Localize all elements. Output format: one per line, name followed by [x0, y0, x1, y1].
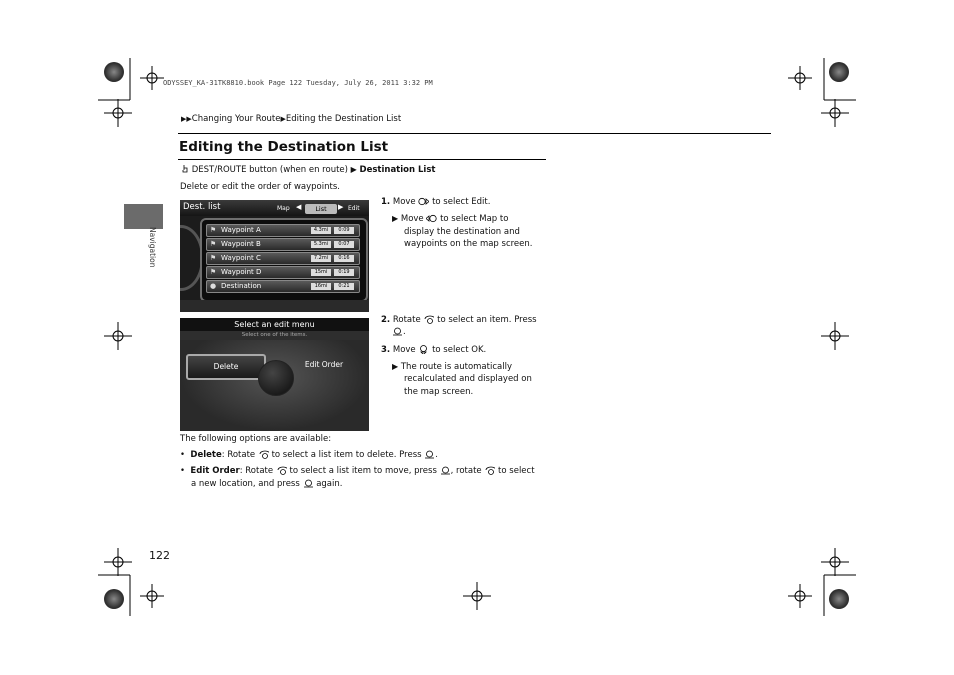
title-rule — [178, 159, 546, 160]
edit-option[interactable]: Edit — [348, 205, 360, 212]
print-header: ODYSSEY_KA-31TK8810.book Page 122 Tuesday, July 26, 2011 3:32 PM — [163, 79, 433, 87]
hand-pointer-icon — [181, 164, 189, 173]
step-2-number: 2. — [381, 315, 391, 325]
right-arrow-icon: ▶ — [338, 203, 344, 211]
step-1-sub-map: Map — [479, 214, 498, 224]
sub-arrow-icon: ▶ — [392, 214, 399, 223]
left-arrow-icon: ◀ — [296, 203, 302, 211]
waypoint-distance: 15mi — [311, 269, 331, 276]
waypoint-distance: 5.3mi — [311, 241, 331, 248]
press-icon — [392, 327, 403, 336]
option-edit-d: to select — [498, 466, 535, 476]
rotate-icon — [423, 315, 434, 324]
waypoint-time: 0:09 — [334, 227, 354, 234]
option-edit-line2b: again. — [316, 479, 343, 489]
edit-menu-screen — [180, 318, 369, 431]
press-icon — [303, 479, 314, 488]
step-3-ok: OK — [471, 345, 484, 355]
edit-menu-subtitle: Select one of the items. — [241, 332, 308, 338]
rotate-icon — [276, 466, 287, 475]
waypoint-row[interactable] — [206, 238, 360, 251]
waypoint-time: 0:07 — [334, 241, 354, 248]
option-edit-b: to select a list item to move, press — [289, 466, 437, 476]
step-2 — [381, 315, 537, 325]
waypoint-flag-icon: ⚑ — [209, 254, 217, 262]
breadcrumb — [181, 114, 401, 124]
waypoint-row[interactable] — [206, 224, 360, 237]
waypoint-row[interactable] — [206, 280, 360, 293]
step-2-text-a: Rotate — [392, 315, 421, 325]
list-option[interactable]: List — [305, 204, 337, 214]
step-1-sub-b: to select — [440, 214, 477, 224]
rotate-icon — [258, 450, 269, 459]
breadcrumb-separator: ▶ — [280, 115, 286, 123]
option-delete-label: Delete — [190, 450, 222, 460]
option-edit-line2a: a new location, and press — [191, 479, 300, 489]
breadcrumb-arrows: ▶▶ — [181, 115, 192, 123]
step-1-sub-a: Move — [400, 214, 424, 224]
step-3-sub — [392, 362, 512, 372]
side-tab-label: Navigation — [148, 227, 157, 268]
option-edit-a: : Rotate — [239, 466, 274, 476]
waypoint-distance: 16mi — [311, 283, 331, 290]
step-1-sub-line3: waypoints on the map screen. — [404, 239, 533, 249]
waypoint-time: 0:19 — [334, 269, 354, 276]
option-edit-order-line2 — [191, 479, 342, 489]
option-edit-c: , rotate — [450, 466, 482, 476]
interface-dial-icon — [258, 360, 294, 396]
side-tab — [124, 204, 163, 229]
waypoint-name: Waypoint B — [221, 240, 261, 248]
header-rule — [178, 133, 771, 134]
step-3-text-b: to select — [432, 345, 469, 355]
waypoint-name: Waypoint A — [221, 226, 261, 234]
page-number: 122 — [149, 549, 170, 562]
step-1-sub-d: to — [499, 214, 509, 224]
step-1-sub — [392, 214, 508, 224]
step-1-number: 1. — [381, 197, 391, 207]
option-delete-a: : Rotate — [221, 450, 256, 460]
option-delete-b: to select a list item to delete. Press — [271, 450, 422, 460]
press-icon — [424, 450, 435, 459]
breadcrumb-current: Editing the Destination List — [285, 114, 402, 124]
sub-arrow-icon: ▶ — [392, 362, 399, 371]
waypoint-flag-icon: ⚑ — [209, 268, 217, 276]
bullet: • — [180, 466, 186, 476]
waypoint-time: 0:21 — [334, 283, 354, 290]
waypoint-distance: 4.3mi — [311, 227, 331, 234]
step-1-text-a: Move — [392, 197, 416, 207]
breadcrumb-parent[interactable]: Changing Your Route — [191, 114, 281, 124]
options-intro: The following options are available: — [180, 434, 332, 444]
path-arrow: ▶ — [350, 165, 357, 174]
menu-path — [181, 164, 435, 175]
step-3-period: . — [483, 345, 487, 355]
step-2-press: . — [392, 327, 406, 337]
waypoint-flag-icon: ⚑ — [209, 240, 217, 248]
step-1 — [381, 197, 490, 207]
step-1-period: . — [487, 197, 491, 207]
section-title: Editing the Destination List — [179, 139, 389, 155]
step-2-text-b: to select an item. Press — [437, 315, 537, 325]
waypoint-row[interactable] — [206, 252, 360, 265]
move-right-icon — [418, 197, 429, 206]
waypoint-distance: 7.2mi — [311, 255, 331, 262]
step-3-number: 3. — [381, 345, 391, 355]
step-3-sub-line3: the map screen. — [404, 387, 474, 397]
step-3 — [381, 345, 486, 355]
screen-bottom-bar — [180, 300, 369, 312]
step-1-sub-line2: display the destination and — [404, 227, 520, 237]
destination-list-screen — [180, 200, 369, 312]
step-1-text-b: to select — [432, 197, 469, 207]
option-edit-order — [180, 466, 535, 476]
option-delete: • Delete: Rotate to select a list item to delete. Press . — [180, 450, 438, 460]
waypoint-time: 0:16 — [334, 255, 354, 262]
waypoint-name: Destination — [221, 282, 262, 290]
map-option[interactable]: Map — [277, 205, 290, 212]
bullet: • — [180, 450, 186, 460]
edit-menu-title: Select an edit menu — [234, 320, 315, 329]
path-button: DEST/ROUTE button (when en route) — [191, 165, 348, 175]
waypoint-row[interactable] — [206, 266, 360, 279]
move-down-icon — [418, 345, 429, 354]
edit-order-button[interactable]: Edit Order — [304, 360, 344, 369]
waypoint-name: Waypoint D — [221, 268, 262, 276]
step-3-text-a: Move — [392, 345, 416, 355]
waypoint-name: Waypoint C — [221, 254, 261, 262]
press-icon — [440, 466, 451, 475]
path-target: Destination List — [359, 165, 436, 175]
waypoint-flag-icon: ⚑ — [209, 226, 217, 234]
screen-title: Dest. list — [183, 202, 221, 212]
step-3-sub-line2: recalculated and displayed on — [404, 374, 532, 384]
move-left-icon — [426, 214, 437, 223]
description: Delete or edit the order of waypoints. — [180, 182, 340, 192]
option-edit-label: Edit Order — [190, 466, 240, 476]
rotate-icon — [484, 466, 495, 475]
destination-flag-icon: ● — [209, 282, 217, 290]
step-1-edit: Edit — [471, 197, 488, 207]
delete-button[interactable]: Delete — [186, 354, 266, 380]
step-3-sub-line1: The route is automatically — [400, 362, 512, 372]
